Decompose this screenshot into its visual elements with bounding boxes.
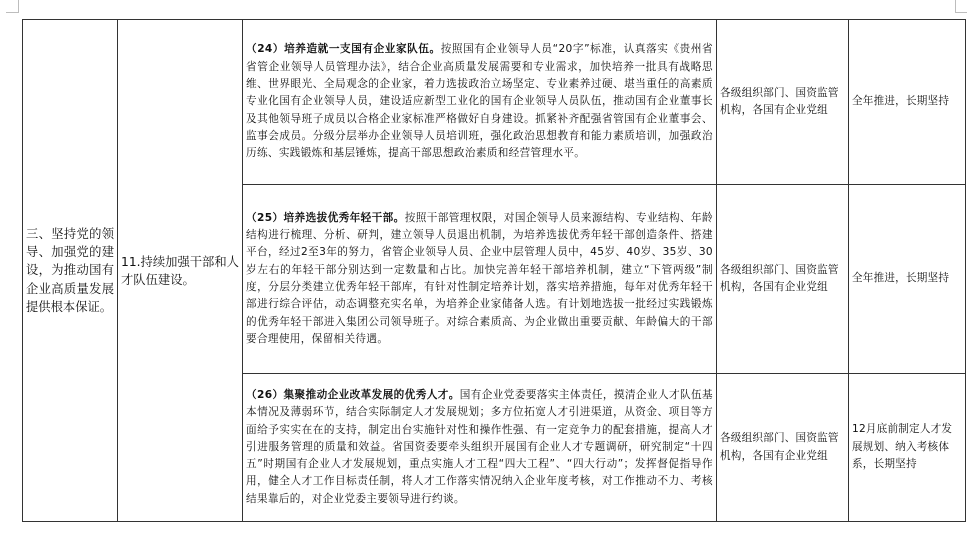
timeline-cell: 全年推进，长期坚持 <box>849 20 966 185</box>
category-cell: 三、坚持党的领导、加强党的建设，为推动国有企业高质量发展提供根本保证。 <box>23 20 118 522</box>
timeline-cell: 全年推进，长期坚持 <box>849 185 966 374</box>
measure-title: （24）培养造就一支国有企业家队伍。 <box>246 43 441 56</box>
responsible-cell: 各级组织部门、国资监管机构，各国有企业党组 <box>717 374 849 522</box>
measure-title: （26）集聚推动企业改革发展的优秀人才。 <box>246 388 460 401</box>
table-row <box>23 20 966 185</box>
measure-title: （25）培养选拔优秀年轻干部。 <box>246 211 405 224</box>
measure-body: 国有企业党委要落实主体责任，摸清企业人才队伍基本情况及薄弱环节，结合实际制定人才发展规划；多方位拓宽人才引进渠道，从资金、项目等方面给予实实在在的支持，制定出台实施针对性和操作性强、有一定竞争力的配套措施，提高人才引进服务管理的质量和效益。省国资委要牵头组织开展国有企业人才专题调研，研究制定“十四五”时期国有企业人才发展规划，重点实施人才工程“四大工程”、“四大行动”；发挥督促指导作用，健全人才工作目标责任制，将人才工作落实情况纳入企业年度考核，对工作推动不力、考核结果靠后的，对企业党委主要领导进行约谈。 <box>246 388 713 505</box>
responsible-cell: 各级组织部门、国资监管机构，各国有企业党组 <box>717 185 849 374</box>
measure-body: 按照国有企业领导人员“20字”标准，认真落实《贵州省省管企业领导人员管理办法》，结合企业高质量发展需要和专业需求，加快培养一批具有战略思维、世界眼光、全局观念的企业家，着力选拔政治立场坚定、专业素养过硬、堪当重任的高素质专业化国有企业领导人员，建设适应新型工业化的国有企业领导人员队伍，推动国有企业董事长及其他领导班子成员以合格企业家标准严格做好自身建设。抓紧补齐配强省管国有企业董事会、监事会成员。分级分层举办企业领导人员培训班，强化政治思想教育和能力素质培训，加强政治历练、实践锻炼和基层锤炼，提高干部思想政治素质和经营管理水平。 <box>246 43 713 160</box>
responsible-cell: 各级组织部门、国资监管机构，各国有企业党组 <box>717 20 849 185</box>
measure-cell <box>243 20 717 185</box>
top-margin-area <box>0 0 967 19</box>
task-cell: 11.持续加强干部和人才队伍建设。 <box>118 20 243 522</box>
work-plan-table <box>22 19 966 522</box>
page-corner-mark-left <box>6 0 19 13</box>
timeline-cell: 12月底前制定人才发展规划、纳入考核体系，长期坚持 <box>849 374 966 522</box>
measure-cell <box>243 185 717 374</box>
measure-cell <box>243 374 717 522</box>
page-corner-mark-right <box>955 0 967 13</box>
measure-body: 按照干部管理权限，对国企领导人员来源结构、专业结构、年龄结构进行梳理、分析、研判，建立领导人员退出机制，为培养选拔优秀年轻干部创造条件、搭建平台，经过2至3年的努力，省管企业领导人员、企业中层管理人员中，45岁、40岁、35岁、30岁左右的年轻干部分别达到一定数量和占比。加快完善年轻干部培养机制，建立“下管两级”制度，分层分类建立优秀年轻干部库，有针对性制定培养计划，落实培养措施，每年对优秀年轻干部进行综合评估，动态调整充实名单，为培养企业家储备人选。有计划地选拔一批经过实践锻炼的优秀年轻干部进入集团公司领导班子。对综合素质高、为企业做出重要贡献、年龄偏大的干部要合理使用，保留相关待遇。 <box>246 211 713 345</box>
